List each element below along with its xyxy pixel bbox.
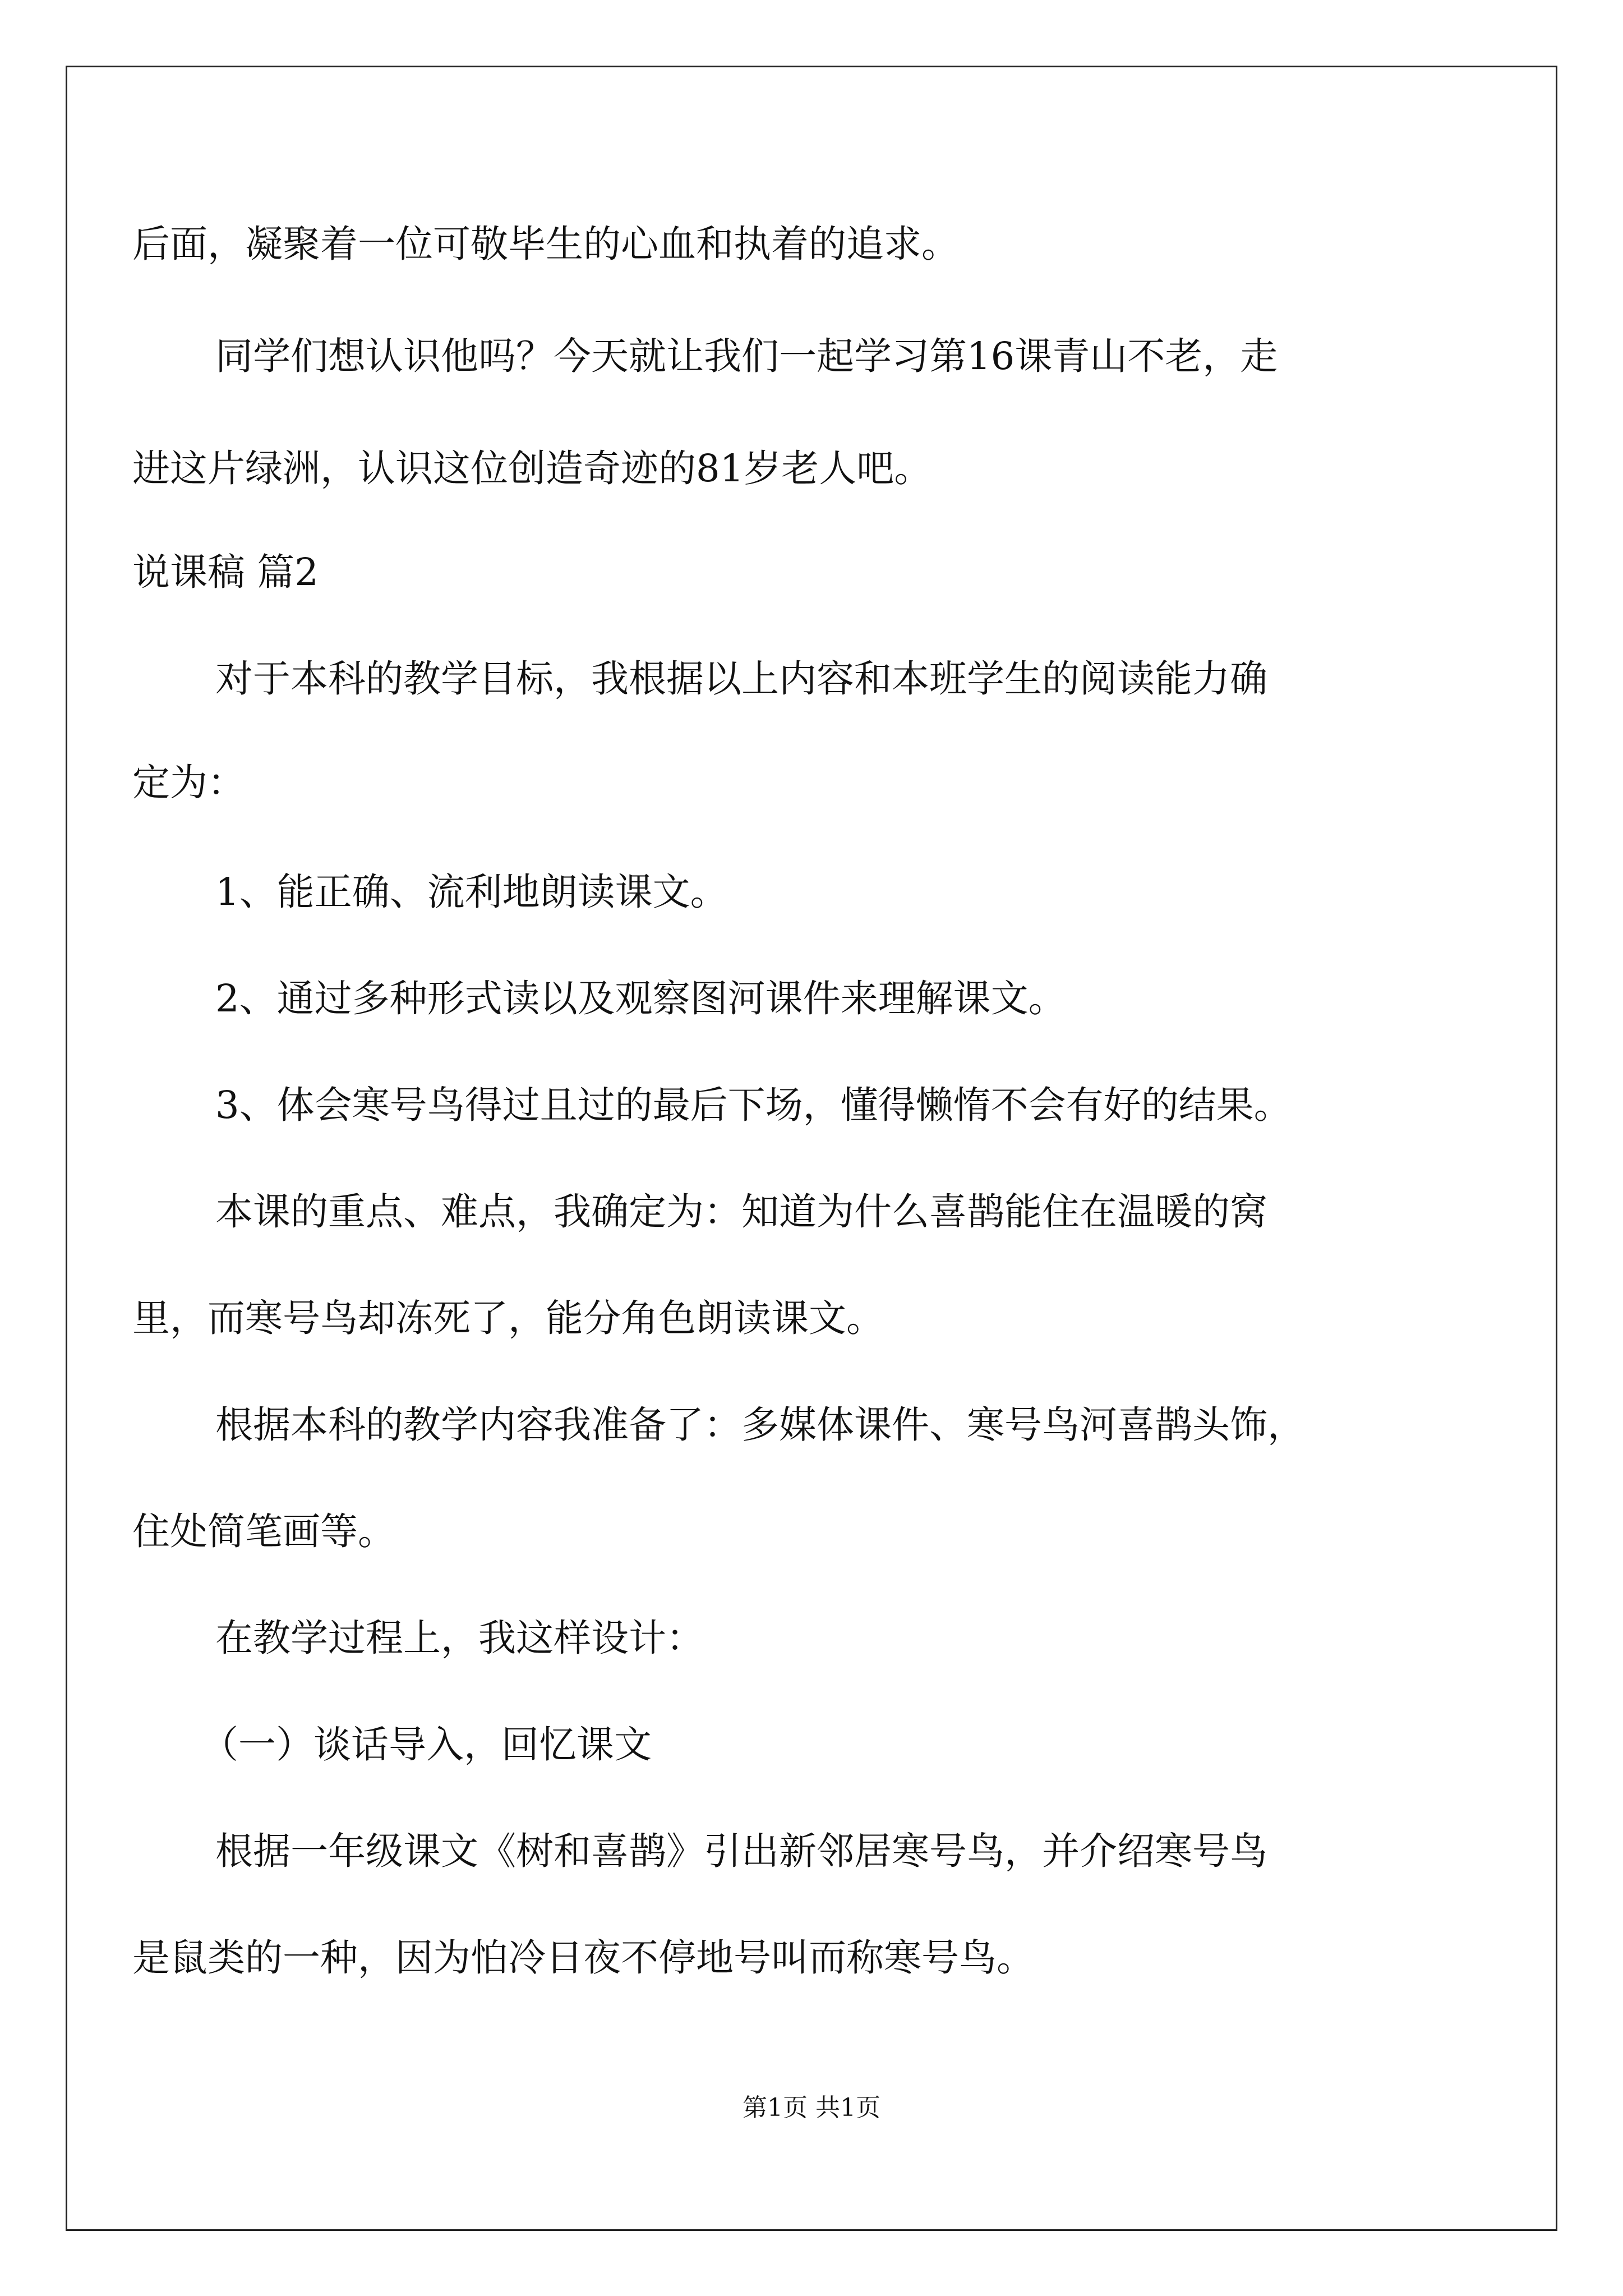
- paragraph-line: 定为：: [132, 761, 245, 804]
- paragraph-line: 本课的重点、难点，我确定为：知道为什么喜鹊能住在温暖的窝: [215, 1190, 1267, 1234]
- paragraph-line: 后面，凝聚着一位可敬毕生的心血和执着的追求。: [132, 222, 959, 266]
- paragraph-line: 是鼠类的一种，因为怕冷日夜不停地号叫而称寒号鸟。: [132, 1936, 1034, 1980]
- page-frame: [66, 66, 1557, 2231]
- paragraph-line: 在教学过程上，我这样设计：: [215, 1616, 704, 1660]
- paragraph-line: 住处简笔画等。: [132, 1510, 395, 1553]
- page-footer: 第1页 共1页: [743, 2093, 880, 2122]
- paragraph-line: 进这片绿洲，认识这位创造奇迹的81岁老人吧。: [132, 447, 932, 490]
- list-item: 3、体会寒号鸟得过且过的最后下场，懂得懒惰不会有好的结果。: [215, 1083, 1292, 1127]
- subsection-heading: （一）谈话导入，回忆课文: [201, 1723, 652, 1766]
- paragraph-line: 里，而寒号鸟却冻死了，能分角色朗读课文。: [132, 1296, 884, 1340]
- paragraph-line: 根据本科的教学内容我准备了：多媒体课件、寒号鸟河喜鹊头饰，: [215, 1403, 1305, 1447]
- paragraph-line: 对于本科的教学目标，我根据以上内容和本班学生的阅读能力确: [215, 657, 1267, 701]
- section-heading: 说课稿 篇2: [132, 550, 319, 594]
- paragraph-line: 根据一年级课文《树和喜鹊》引出新邻居寒号鸟，并介绍寒号鸟: [215, 1829, 1267, 1873]
- list-item: 2、通过多种形式读以及观察图河课件来理解课文。: [215, 977, 1066, 1020]
- list-item: 1、能正确、流利地朗读课文。: [215, 870, 728, 914]
- paragraph-line: 同学们想认识他吗？今天就让我们一起学习第16课青山不老，走: [215, 334, 1278, 378]
